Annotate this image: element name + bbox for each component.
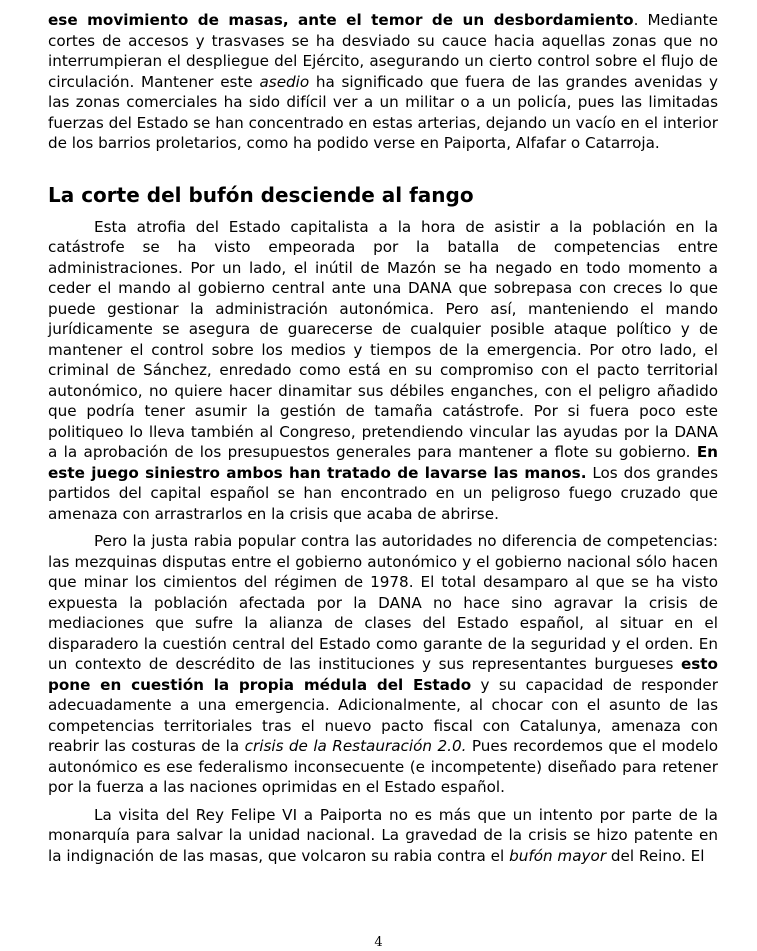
paragraph-3 xyxy=(48,805,718,867)
text-run: del Reino. El xyxy=(606,846,705,865)
paragraph-intro xyxy=(48,10,718,154)
italic-phrase: bufón mayor xyxy=(509,846,607,865)
bold-phrase: ese movimiento de masas, ante el temor de un desbordamiento xyxy=(48,11,634,29)
text-run: Los dos grandes partidos del capital español se han encontrado en un peligroso fuego cruzado que amenaza con arrastrarlos en la crisis que acaba de abrirse. xyxy=(48,463,718,523)
italic-phrase: crisis de la Restauración 2.0. xyxy=(244,737,467,755)
text-run: ha significado que fuera de las grandes avenidas y las zonas comerciales ha sido difícil ver a un militar o a un policía, pues las limitadas fuerzas del Estado se han concentrado en estas arterias, dejando un vacío en el interior de los barrios proletarios, como ha podido verse en Paiporta, Alfafar o Catarroja. xyxy=(48,72,719,152)
text-run: Esta atrofia del Estado capitalista a la hora de asistir a la población en la catástrofe se ha visto empeorada por la batalla de competencias entre administraciones. Por un lado, el inútil de Mazón se ha negado en todo momento a ceder el mando al gobierno central ante una DANA que sobrepasa con creces lo que puede gestionar la administración autonómica. Pero así, manteniendo el mando jurídicamente se asegura de guarecerse de cualquier posible ataque político y de mantener el control sobre los medios y tiempos de la emergencia. Por otro lado, el criminal de Sánchez, enredado como está en su compromiso con el pacto territorial autonómico, no quiere hacer dinamitar sus débiles enganches, con el peligro añadido que podría tener asumir la gestión de tamaña catástrofe. Por si fuera poco este politiqueo lo lleva también al Congreso, pretendiendo vincular las ayudas por la DANA a la aprobación de los presupuestos generales para mantener a flote su gobierno. xyxy=(48,217,718,461)
bold-phrase: En este juego siniestro ambos han tratado de lavarse las manos. xyxy=(48,443,718,482)
text-run: . Mediante cortes de accesos y trasvases se ha desviado su cauce hacia aquellas zonas que no interrumpieran el despliegue del Ejército, asegurando un cierto control sobre el flujo de circulación. Mantener este xyxy=(48,11,718,91)
text-run: Pero la justa rabia popular contra las autoridades no diferencia de competencias: las mezquinas disputas entre el gobierno autonómico y el gobierno nacional sólo hacen que minar los cimientos del régimen de 1978. El total desamparo al que se ha visto expuesta la población afectada por la DANA no hace sino agravar la crisis de mediaciones que sufre la alianza de clases del Estado español, al situar en el disparadero la cuestión central del Estado como garante de la seguridad y el orden. En un contexto de descrédito de las instituciones y sus representantes burgueses xyxy=(48,532,718,673)
text-run: y su capacidad de responder adecuadamente a una emergencia. Adicionalmente, al chocar con el asunto de las competencias territoriales tras el nuevo pacto fiscal con Catalunya, amenaza con reabrir las costuras de la xyxy=(48,675,719,755)
paragraph-2 xyxy=(48,531,718,798)
paragraph-1 xyxy=(48,217,718,525)
section-heading: La corte del bufón desciende al fango xyxy=(48,182,474,207)
document-body xyxy=(48,10,718,873)
page-number: 4 xyxy=(374,935,383,950)
text-run: Pues recordemos que el modelo autonómico es ese federalismo inconsecuente (e incompetente) diseñado para retener por la fuerza a las naciones oprimidas en el Estado español. xyxy=(48,737,718,796)
bold-phrase: esto pone en cuestión la propia médula del Estado xyxy=(48,655,718,694)
italic-phrase: asedio xyxy=(259,72,310,91)
text-run: La visita del Rey Felipe VI a Paiporta no es más que un intento por parte de la monarquía para salvar la unidad nacional. La gravedad de la crisis se hizo patente en la indignación de las masas, que volcaron su rabia contra el xyxy=(48,805,718,865)
